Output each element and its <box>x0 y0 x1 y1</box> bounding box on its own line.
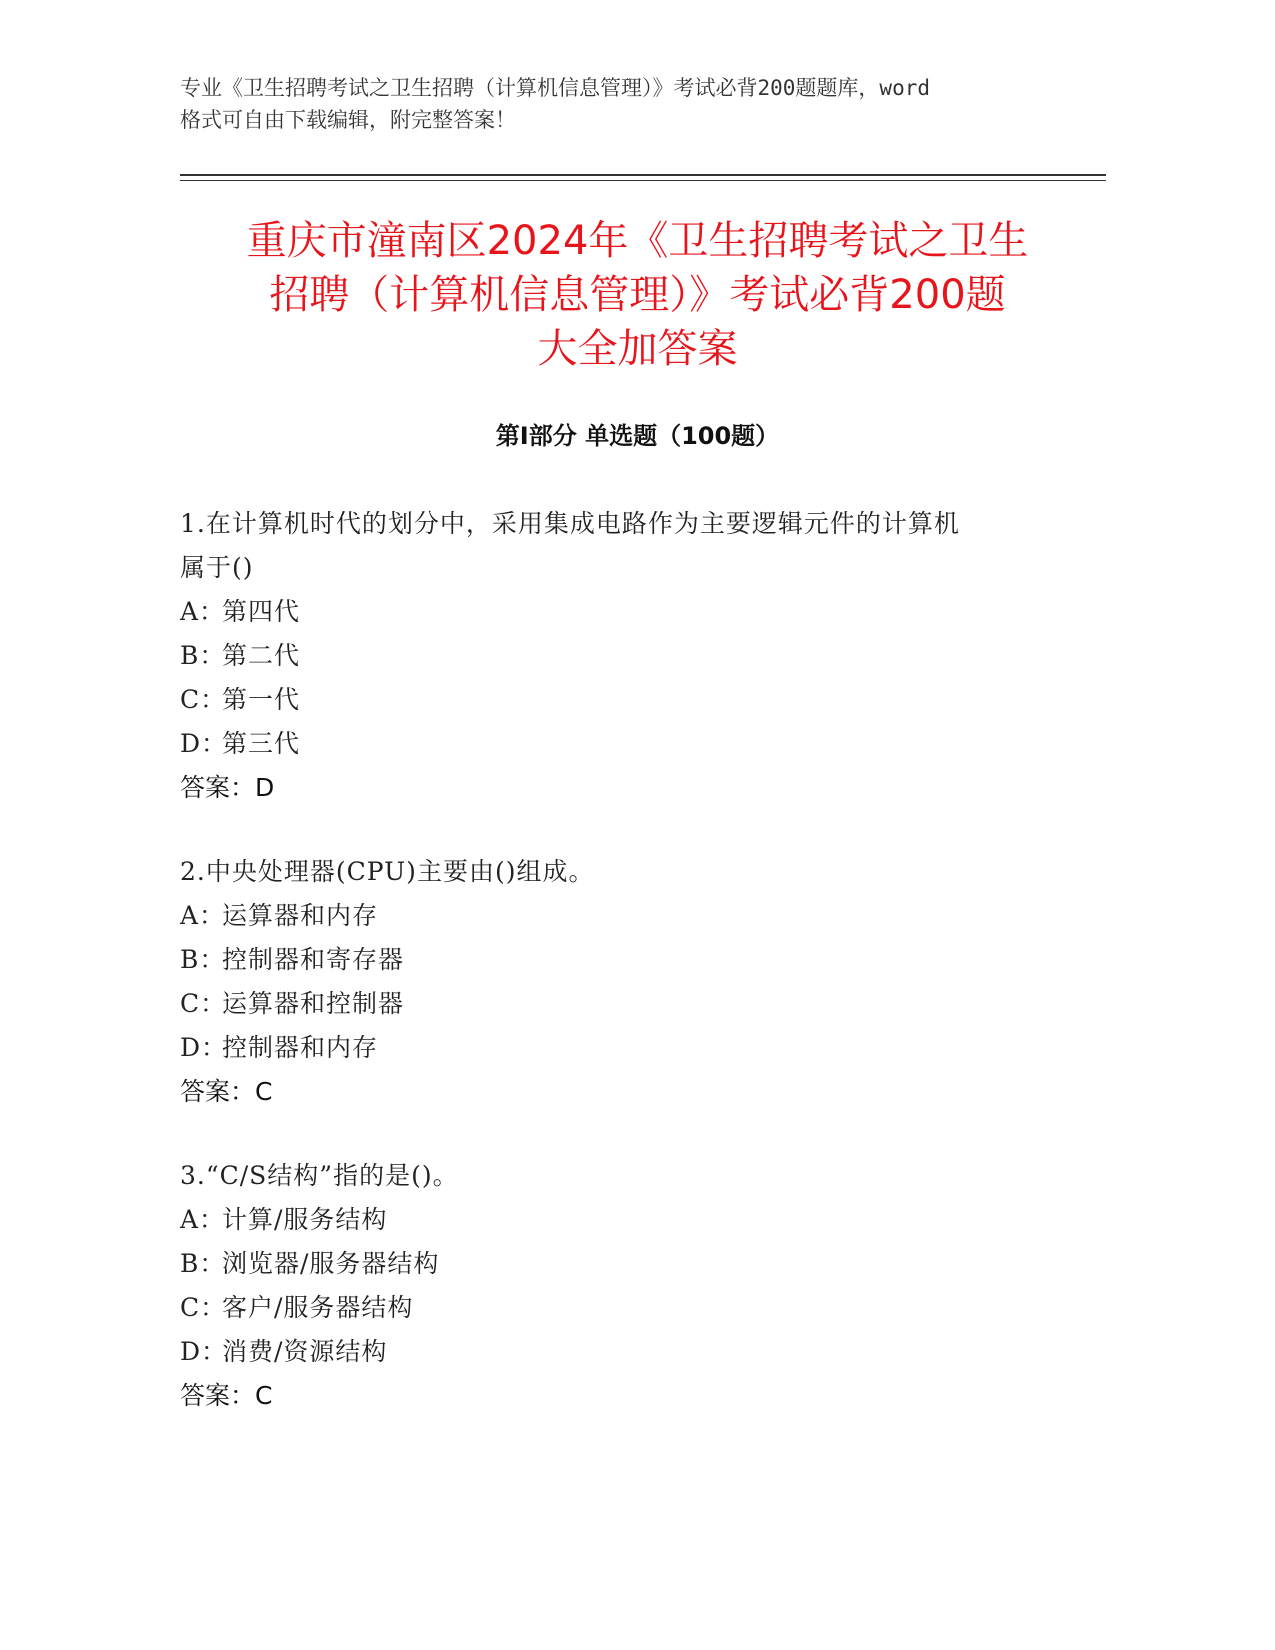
document-title-line-2: 招聘（计算机信息管理）》考试必背200题 <box>269 272 1006 318</box>
question-2 <box>180 850 1050 1114</box>
option-key: C： <box>180 1293 227 1322</box>
option-key: C： <box>180 685 227 714</box>
option-b <box>180 938 1050 982</box>
section-title: 第Ⅰ部分 单选题（100题） <box>495 422 780 450</box>
option-a <box>180 1198 1050 1242</box>
question-stem <box>180 850 1050 894</box>
option-key: A： <box>180 901 226 930</box>
option-key: B： <box>180 945 226 974</box>
option-text: 浏览器/服务器结构 <box>222 1249 440 1278</box>
question-1 <box>180 502 1050 810</box>
option-key: D： <box>180 1033 228 1062</box>
option-c <box>180 678 1050 722</box>
option-text: 运算器和控制器 <box>222 989 405 1018</box>
document-title <box>160 214 1115 376</box>
question-stem <box>180 1154 1050 1198</box>
option-key: B： <box>180 641 226 670</box>
option-a <box>180 894 1050 938</box>
question-stem-line: 2.中央处理器(CPU)主要由()组成。 <box>180 857 595 886</box>
option-key: D： <box>180 729 228 758</box>
document-title-line-3: 大全加答案 <box>537 326 738 372</box>
question-stem-line: 1.在计算机时代的划分中，采用集成电路作为主要逻辑元件的计算机 <box>180 509 960 538</box>
option-key: C： <box>180 989 227 1018</box>
question-stem <box>180 502 1050 590</box>
answer: 答案：C <box>180 1077 273 1106</box>
option-text: 客户/服务器结构 <box>222 1293 414 1322</box>
header-note <box>180 72 1060 136</box>
question-stem-line: 属于() <box>180 553 254 582</box>
option-text: 第二代 <box>222 641 301 670</box>
header-rule-thick <box>180 174 1106 176</box>
option-d <box>180 1330 1050 1374</box>
option-d <box>180 722 1050 766</box>
option-key: A： <box>180 1205 226 1234</box>
option-text: 计算/服务结构 <box>222 1205 388 1234</box>
option-c <box>180 1286 1050 1330</box>
option-key: A： <box>180 597 226 626</box>
option-d <box>180 1026 1050 1070</box>
option-key: D： <box>180 1337 228 1366</box>
header-rule-thin <box>180 180 1106 181</box>
question-list <box>180 502 1050 1458</box>
answer: 答案：C <box>180 1381 273 1410</box>
option-key: B： <box>180 1249 226 1278</box>
option-text: 第一代 <box>222 685 301 714</box>
option-text: 消费/资源结构 <box>222 1337 388 1366</box>
question-3 <box>180 1154 1050 1418</box>
option-b <box>180 634 1050 678</box>
option-b <box>180 1242 1050 1286</box>
option-text: 运算器和内存 <box>222 901 379 930</box>
question-stem-line: 3.“C/S结构”指的是()。 <box>180 1161 459 1190</box>
answer: 答案：D <box>180 773 275 802</box>
document-title-line-1: 重庆市潼南区2024年《卫生招聘考试之卫生 <box>246 218 1029 264</box>
option-text: 控制器和内存 <box>222 1033 379 1062</box>
option-text: 第四代 <box>222 597 301 626</box>
header-note-line-2: 格式可自由下载编辑，附完整答案！ <box>180 108 516 132</box>
option-a <box>180 590 1050 634</box>
option-text: 第三代 <box>222 729 301 758</box>
option-text: 控制器和寄存器 <box>222 945 405 974</box>
header-note-line-1: 专业《卫生招聘考试之卫生招聘（计算机信息管理）》考试必背200题题库，word <box>180 76 930 100</box>
option-c <box>180 982 1050 1026</box>
